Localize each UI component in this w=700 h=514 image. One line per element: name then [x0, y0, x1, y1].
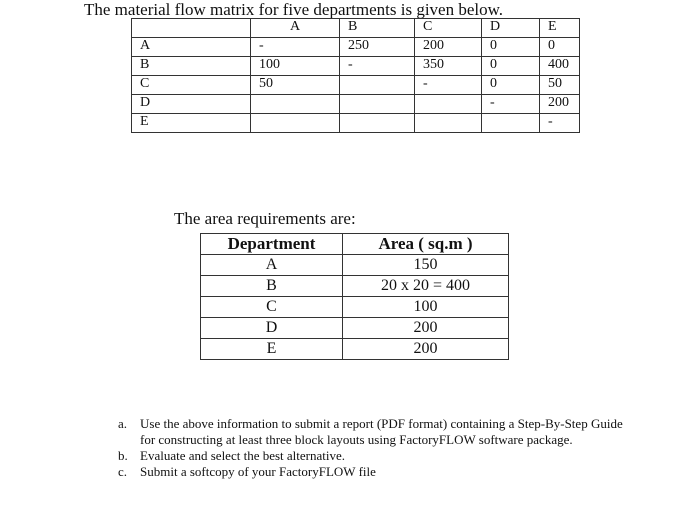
department-cell: E	[201, 339, 343, 360]
flow-col-header: E	[540, 19, 580, 38]
flow-row	[132, 95, 580, 114]
task-text: Submit a softcopy of your FactoryFLOW file	[140, 464, 376, 479]
flow-col-header: C	[415, 19, 482, 38]
flow-cell	[251, 114, 340, 133]
flow-cell	[340, 114, 415, 133]
department-cell: A	[201, 255, 343, 276]
flow-cell	[340, 95, 415, 114]
flow-row	[132, 114, 580, 133]
task-item	[118, 464, 630, 480]
flow-row-label: C	[132, 76, 251, 95]
flow-cell: 0	[540, 38, 580, 57]
area-cell: 200	[343, 339, 509, 360]
flow-cell: -	[251, 38, 340, 57]
flow-row-label: B	[132, 57, 251, 76]
task-item	[118, 448, 630, 464]
flow-cell	[415, 95, 482, 114]
flow-cell: 400	[540, 57, 580, 76]
area-requirements-table	[200, 233, 509, 360]
task-list	[118, 416, 630, 480]
flow-row-label: E	[132, 114, 251, 133]
flow-cell: 200	[540, 95, 580, 114]
task-marker: a.	[118, 416, 128, 431]
flow-corner-cell	[132, 19, 251, 38]
flow-cell: 0	[482, 38, 540, 57]
task-text: Use the above information to submit a report (PDF format) containing a Step-By-Step Guide for constructing at least three block layouts using FactoryFLOW software package.	[140, 416, 623, 447]
flow-cell: 250	[340, 38, 415, 57]
task-marker: b.	[118, 448, 128, 463]
department-header: Department	[201, 234, 343, 255]
task-item	[118, 416, 630, 448]
flow-col-header: A	[251, 19, 340, 38]
flow-cell: -	[415, 76, 482, 95]
flow-cell	[415, 114, 482, 133]
area-row	[201, 339, 509, 360]
flow-row	[132, 76, 580, 95]
area-row	[201, 276, 509, 297]
task-marker: c.	[118, 464, 128, 479]
area-cell: 100	[343, 297, 509, 318]
flow-cell: -	[340, 57, 415, 76]
area-row	[201, 297, 509, 318]
page-title: The material flow matrix for five departments is given below.	[84, 0, 504, 19]
flow-col-header: D	[482, 19, 540, 38]
area-requirements-heading: The area requirements are:	[174, 209, 356, 228]
flow-cell	[482, 114, 540, 133]
flow-cell: -	[482, 95, 540, 114]
flow-row	[132, 38, 580, 57]
department-cell: B	[201, 276, 343, 297]
flow-header-row	[132, 19, 580, 38]
flow-row-label: A	[132, 38, 251, 57]
area-cell: 150	[343, 255, 509, 276]
department-cell: D	[201, 318, 343, 339]
flow-row-label: D	[132, 95, 251, 114]
flow-cell: 50	[540, 76, 580, 95]
flow-cell: 200	[415, 38, 482, 57]
flow-row	[132, 57, 580, 76]
task-text: Evaluate and select the best alternative.	[140, 448, 346, 463]
flow-cell: 350	[415, 57, 482, 76]
department-cell: C	[201, 297, 343, 318]
area-cell: 20 x 20 = 400	[343, 276, 509, 297]
area-header-row	[201, 234, 509, 255]
area-row	[201, 255, 509, 276]
area-cell: 200	[343, 318, 509, 339]
flow-matrix-table	[131, 18, 580, 133]
area-header: Area ( sq.m )	[343, 234, 509, 255]
flow-cell	[251, 95, 340, 114]
area-row	[201, 318, 509, 339]
flow-cell: 0	[482, 57, 540, 76]
flow-cell: 50	[251, 76, 340, 95]
flow-cell	[340, 76, 415, 95]
flow-cell: -	[540, 114, 580, 133]
flow-cell: 0	[482, 76, 540, 95]
flow-col-header: B	[340, 19, 415, 38]
flow-cell: 100	[251, 57, 340, 76]
